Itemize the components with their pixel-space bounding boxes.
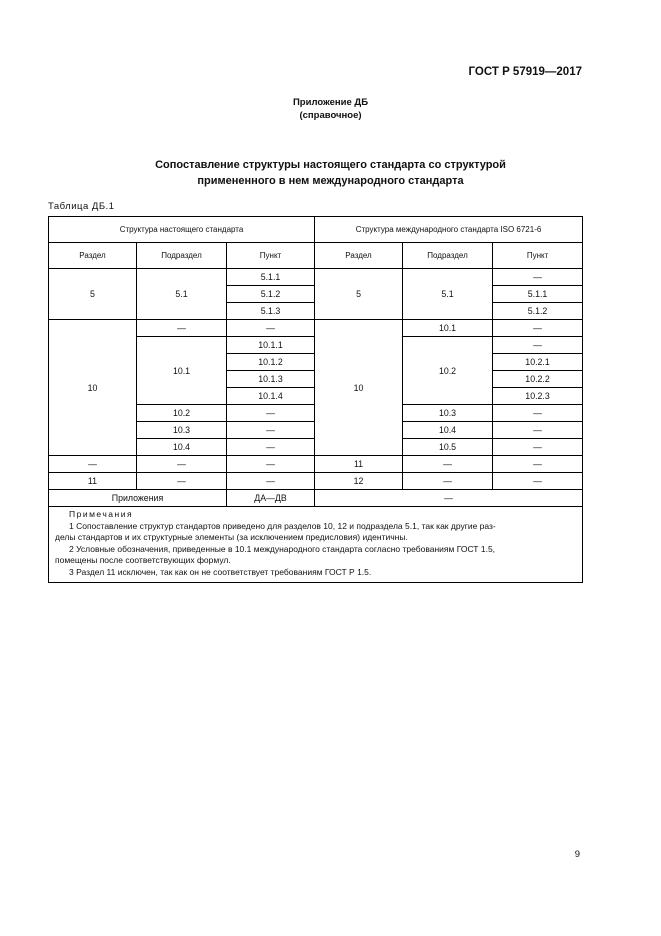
note-1-line-1: 1 Сопоставление структур стандартов приведено для разделов 10, 12 и подраздела 5.1, так как другие раз- [69, 520, 496, 531]
col-header-subsection: Подраздел [137, 243, 227, 269]
table-row [49, 456, 583, 473]
cell-subsection: 10.1 [403, 320, 493, 337]
cell-item: — [493, 456, 583, 473]
cell-section: 10 [49, 320, 137, 456]
table-row-appendices [49, 490, 583, 507]
cell-subsection: 10.3 [403, 405, 493, 422]
cell-item: 5.1.3 [227, 303, 315, 320]
cell-item: — [493, 473, 583, 490]
cell-item: — [227, 456, 315, 473]
cell-subsection: — [137, 320, 227, 337]
cell-item: — [227, 473, 315, 490]
col-header-subsection: Подраздел [403, 243, 493, 269]
cell-subsection: 10.2 [403, 337, 493, 405]
table-row [49, 320, 583, 337]
cell-item: 10.1.2 [227, 354, 315, 371]
cell-section: 5 [49, 269, 137, 320]
cell-section: 10 [315, 320, 403, 456]
cell-subsection: — [403, 473, 493, 490]
cell-appendices-label: Приложения [49, 490, 227, 507]
cell-item: — [493, 422, 583, 439]
table-notes-row [49, 507, 583, 583]
cell-section: 11 [315, 456, 403, 473]
page-title [0, 157, 661, 189]
cell-subsection: 10.2 [137, 405, 227, 422]
title-line-2: примененного в нем международного стандарта [197, 175, 464, 187]
cell-appendices-international: — [315, 490, 583, 507]
note-3: 3 Раздел 11 исключен, так как он не соответствует требованиям ГОСТ Р 1.5. [69, 566, 372, 577]
table-row [49, 269, 583, 286]
table-notes [49, 507, 583, 583]
note-2-line-2: помещены после соответствующих формул. [55, 555, 231, 565]
cell-item: — [227, 320, 315, 337]
group-header-international: Структура международного стандарта ISO 6721-6 [315, 217, 583, 243]
cell-subsection: 10.3 [137, 422, 227, 439]
cell-item: 10.1.1 [227, 337, 315, 354]
cell-item: 5.1.2 [227, 286, 315, 303]
cell-section: — [49, 456, 137, 473]
cell-subsection: 10.4 [137, 439, 227, 456]
page-number: 9 [574, 849, 580, 860]
cell-subsection: 10.5 [403, 439, 493, 456]
cell-subsection: 5.1 [403, 269, 493, 320]
cell-item: 10.2.3 [493, 388, 583, 405]
cell-item: — [227, 422, 315, 439]
notes-heading: Примечания [69, 509, 134, 519]
title-line-1: Сопоставление структуры настоящего стандарта со структурой [155, 159, 506, 171]
cell-appendices-item: ДА—ДВ [227, 490, 315, 507]
cell-subsection: 10.1 [137, 337, 227, 405]
cell-item: — [493, 405, 583, 422]
cell-section: 11 [49, 473, 137, 490]
cell-item: 10.1.4 [227, 388, 315, 405]
col-header-section: Раздел [315, 243, 403, 269]
table-caption: Таблица ДБ.1 [48, 201, 115, 212]
cell-item: 10.2.1 [493, 354, 583, 371]
cell-subsection: — [403, 456, 493, 473]
note-1-line-2: делы стандартов и их структурные элементы (за исключением предисловия) идентичны. [55, 532, 408, 542]
cell-item: 5.1.1 [227, 269, 315, 286]
cell-item: — [227, 405, 315, 422]
col-header-item: Пункт [493, 243, 583, 269]
table-column-header-row [49, 243, 583, 269]
group-header-national: Структура настоящего стандарта [49, 217, 315, 243]
cell-item: — [493, 269, 583, 286]
cell-subsection: 5.1 [137, 269, 227, 320]
appendix-title: Приложение ДБ [292, 97, 369, 108]
cell-subsection: — [137, 456, 227, 473]
cell-section: 12 [315, 473, 403, 490]
comparison-table [48, 216, 582, 583]
note-2-line-1: 2 Условные обозначения, приведенные в 10.1 международного стандарта согласно требованиям ГОСТ 1.5, [69, 543, 496, 554]
cell-subsection: — [137, 473, 227, 490]
table-group-header-row [49, 217, 583, 243]
cell-item: 5.1.1 [493, 286, 583, 303]
appendix-heading [0, 96, 661, 122]
cell-item: — [227, 439, 315, 456]
col-header-section: Раздел [49, 243, 137, 269]
cell-item: 10.2.2 [493, 371, 583, 388]
document-code: ГОСТ Р 57919—2017 [468, 66, 582, 78]
cell-item: — [493, 320, 583, 337]
col-header-item: Пункт [227, 243, 315, 269]
cell-item: 10.1.3 [227, 371, 315, 388]
cell-item: 5.1.2 [493, 303, 583, 320]
appendix-subtitle: (справочное) [299, 110, 362, 121]
cell-section: 5 [315, 269, 403, 320]
cell-subsection: 10.4 [403, 422, 493, 439]
cell-item: — [493, 337, 583, 354]
table-row [49, 473, 583, 490]
cell-item: — [493, 439, 583, 456]
